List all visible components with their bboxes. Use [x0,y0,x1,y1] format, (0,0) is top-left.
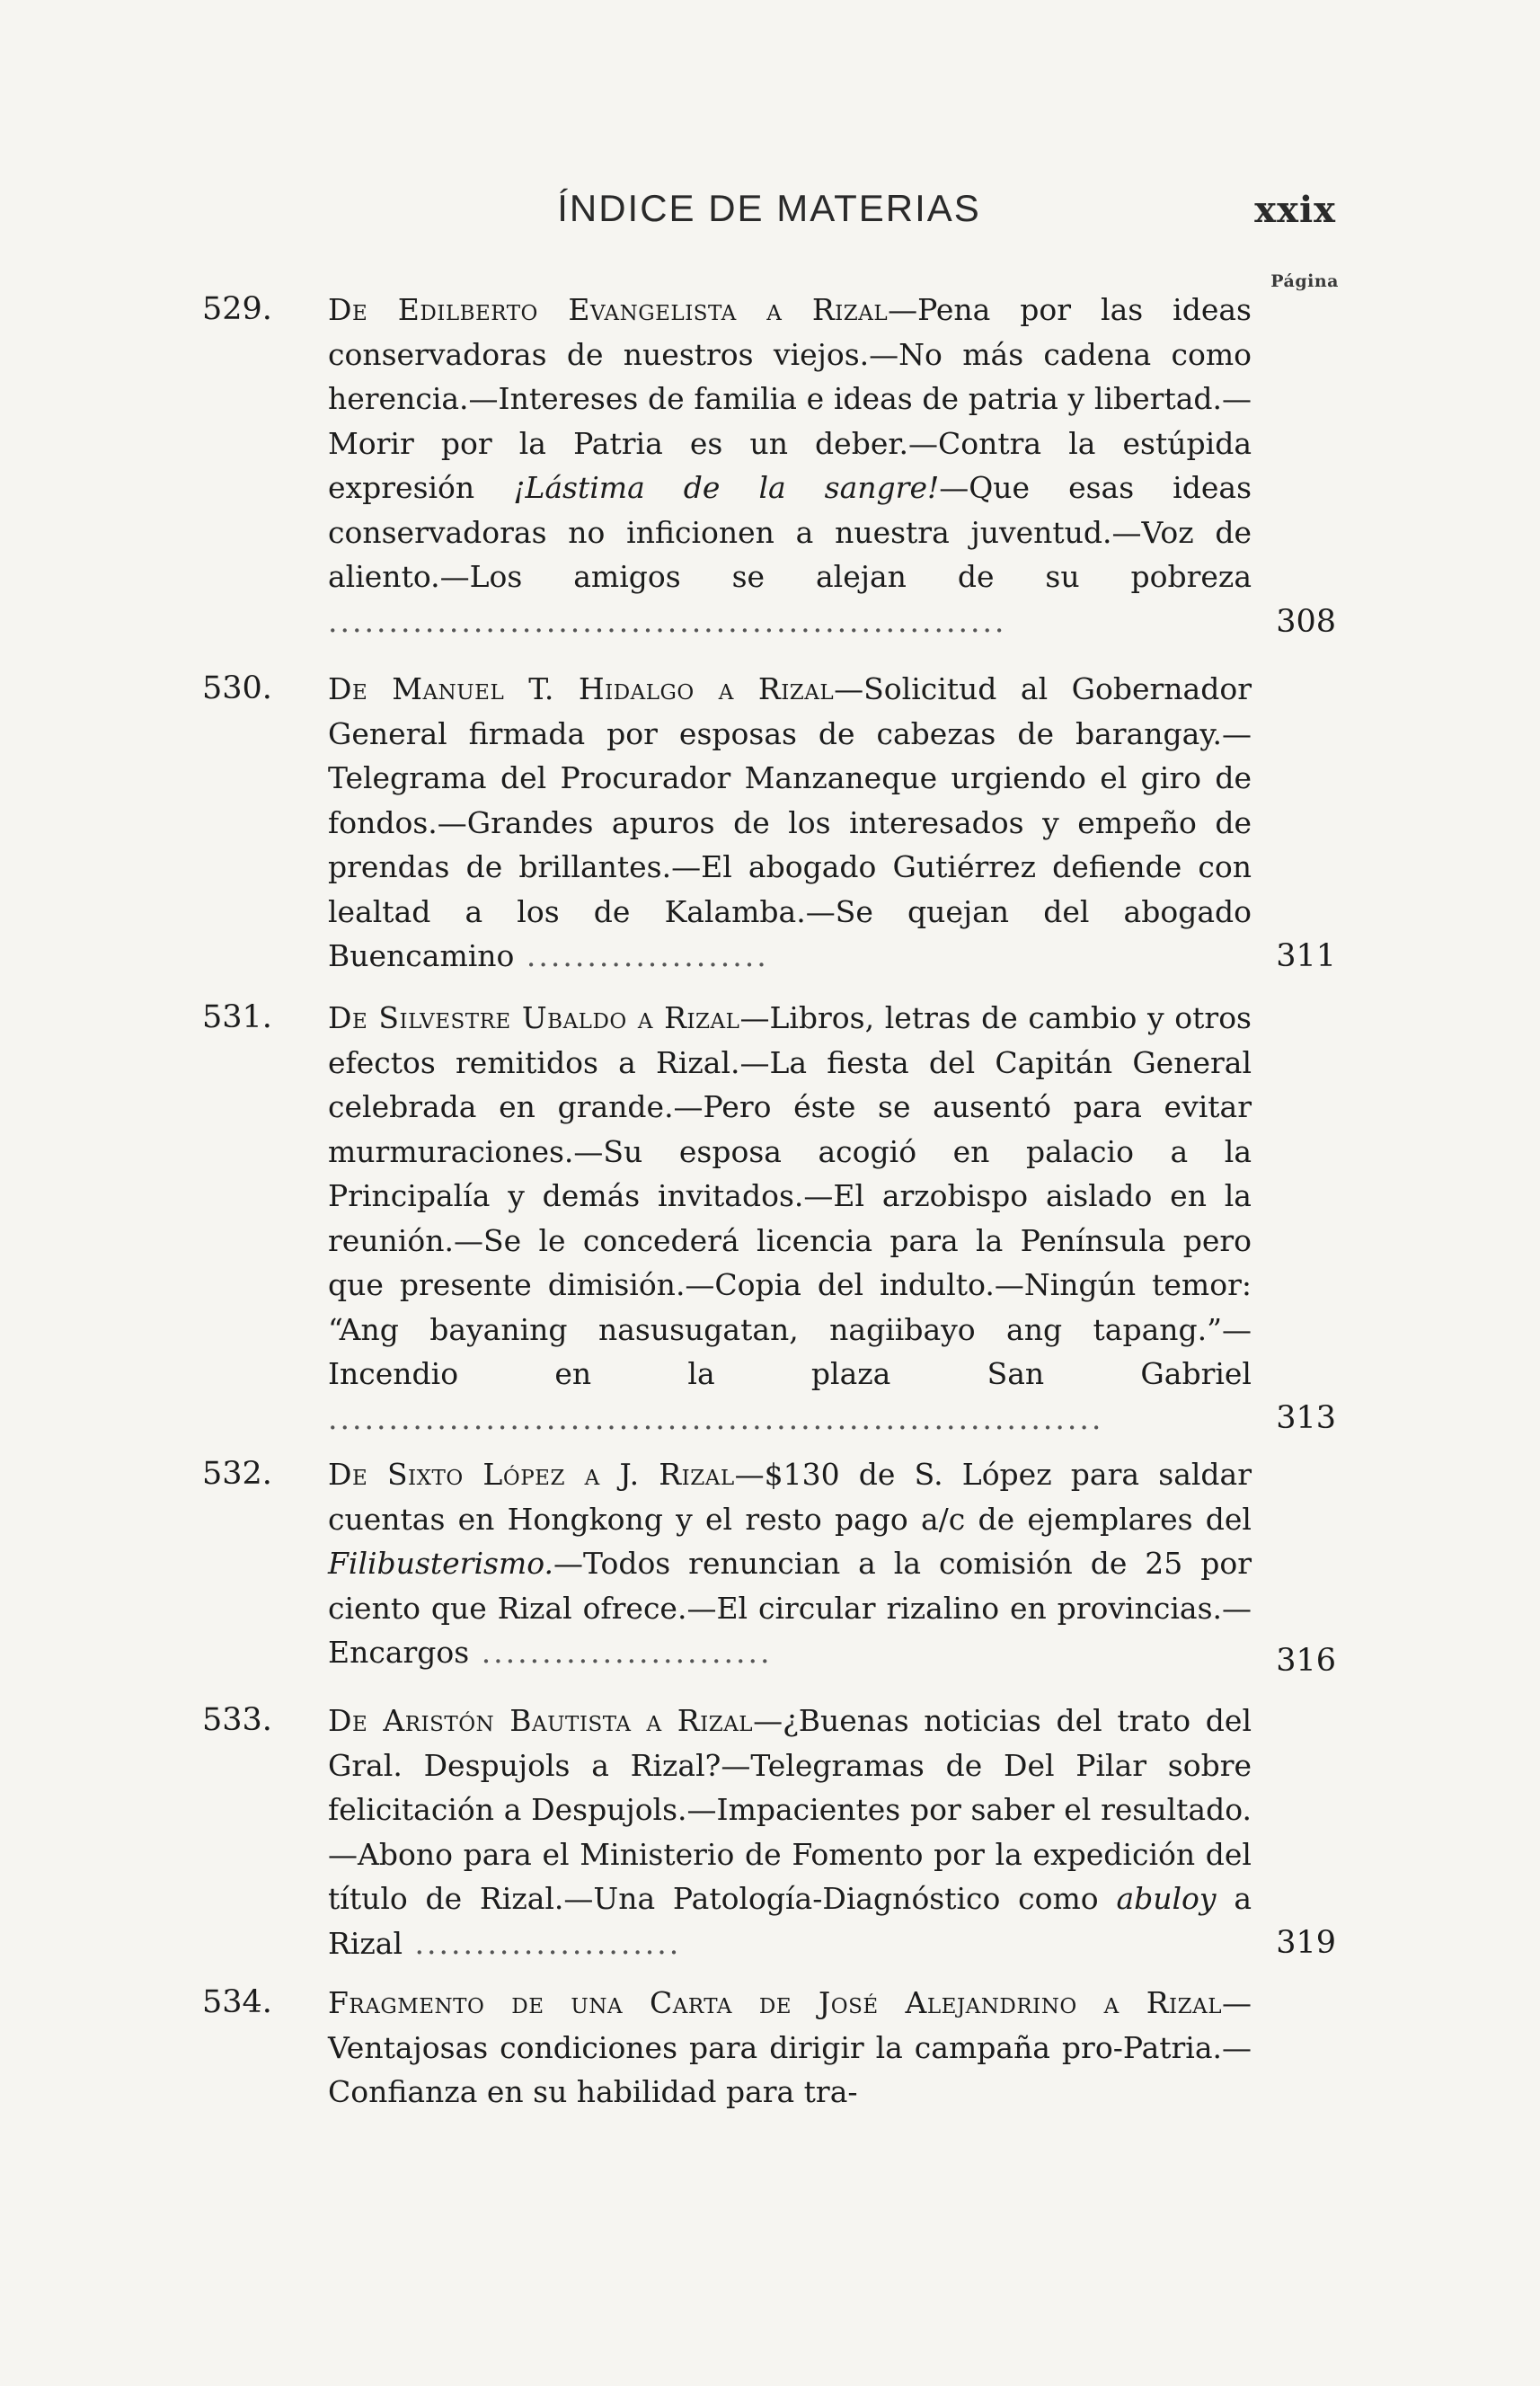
index-entry [202,1452,1336,1679]
entry-text: —Solicitud al Gobernador General firmada por esposas de cabezas de barangay.—Telegrama del Procurador Manzaneque urgiendo el giro de fondos.—Grandes apuros de los interesados y empeño de prendas de brillantes.—El abogado Gutiérrez defiende con lealtad a los de Kalamba.—Se quejan del abogado Buencamino [328,671,1252,973]
entry-text: —Ventajosas condiciones para dirigir la campaña pro-Patria.—Confianza en su habilidad para tra- [328,1985,1252,2109]
dot-leader: ...................... [403,1925,682,1961]
page-title: ÍNDICE DE MATERIAS [557,187,981,229]
entry-heading: De Edilberto Evangelista a Rizal [328,292,889,327]
entry-heading: De Aristón Bautista a Rizal [328,1703,754,1738]
entry-page-number: 316 [1276,1643,1336,1679]
entry-page-number: 311 [1276,938,1336,974]
entry-heading: De Silvestre Ubaldo a Rizal [328,1000,740,1035]
entry-text: —Todos renuncian a la comisión de 25 por ciento que Rizal ofrece.—El circular rizalino en provincias.—Encargos [328,1546,1252,1670]
entry-description [328,1699,1252,1965]
dot-leader: ................................................................ [328,1400,1104,1436]
page-header [202,187,1336,241]
entry-description [328,667,1252,979]
entry-text: —Libros, letras de cambio y otros efectos remitidos a Rizal.—La fiesta del Capitán General celebrada en grande.—Pero éste se ausentó para evitar murmuraciones.—Su esposa acogió en palacio a la Principalía y demás invitados.—El arzobispo aislado en la reunión.—Se le concederá licencia para la Península pero que presente dimisión.—Copia del indulto.—Ningún temor: “Ang bayaning nasusugatan, nagiibayo ang tapang.”—Incendio en la plaza San Gabriel [328,1000,1252,1391]
dot-leader: ........................................................ [328,603,1007,639]
pagina-column-label: Página [1270,271,1339,291]
entry-heading: De Manuel T. Hidalgo a Rizal [328,671,835,706]
entry-text: a Rizal [328,1881,1252,1961]
entry-italic-text: abuloy [1116,1881,1217,1916]
page-number: xxix [1254,189,1336,231]
entry-description [328,1981,1252,2115]
entry-number: 531. [202,999,272,1035]
entry-heading: De Sixto López a J. Rizal [328,1457,735,1492]
index-entry [202,1699,1336,1965]
entry-description [328,996,1252,1441]
entry-text: —Pena por las ideas conservadoras de nuestros viejos.—No más cadena como herencia.—Intereses de familia e ideas de patria y libertad.—Morir por la Patria es un deber.—Contra la estúpida expresión [328,292,1252,505]
entry-text: —$130 de S. López para saldar cuentas en Hongkong y el resto pago a/c de ejemplares del [328,1457,1252,1537]
index-entry [202,996,1336,1441]
entry-number: 530. [202,670,272,706]
entry-italic-text: Filibusterismo. [328,1546,553,1581]
entry-text: —¿Buenas noticias del trato del Gral. Despujols a Rizal?—Telegramas de Del Pilar sobre felicitación a Despujols.—Impacientes por saber el resultado.—Abono para el Ministerio de Fomento por la expedición del título de Rizal.—Una Patología-Diagnóstico como [328,1703,1252,1916]
index-entry [202,288,1336,643]
entry-number: 533. [202,1702,272,1738]
index-entry [202,667,1336,979]
dot-leader: .................... [514,938,769,973]
entry-text: —Que esas ideas conservadoras no inficionen a nuestra juventud.—Voz de aliento.—Los amigos se alejan de su pobreza [328,470,1252,594]
entry-number: 534. [202,1984,272,2020]
entry-description [328,1452,1252,1675]
dot-leader: ........................ [469,1635,773,1670]
entry-italic-text: ¡Lástima de la sangre! [513,470,940,505]
entry-page-number: 308 [1276,604,1336,640]
entry-page-number: 313 [1276,1400,1336,1436]
entry-number: 529. [202,291,272,327]
entry-description [328,288,1252,643]
entry-page-number: 319 [1276,1925,1336,1961]
index-entry [202,1981,1336,2115]
entry-number: 532. [202,1456,272,1492]
entry-heading: Fragmento de una Carta de José Alejandrino a Rizal [328,1985,1222,2020]
